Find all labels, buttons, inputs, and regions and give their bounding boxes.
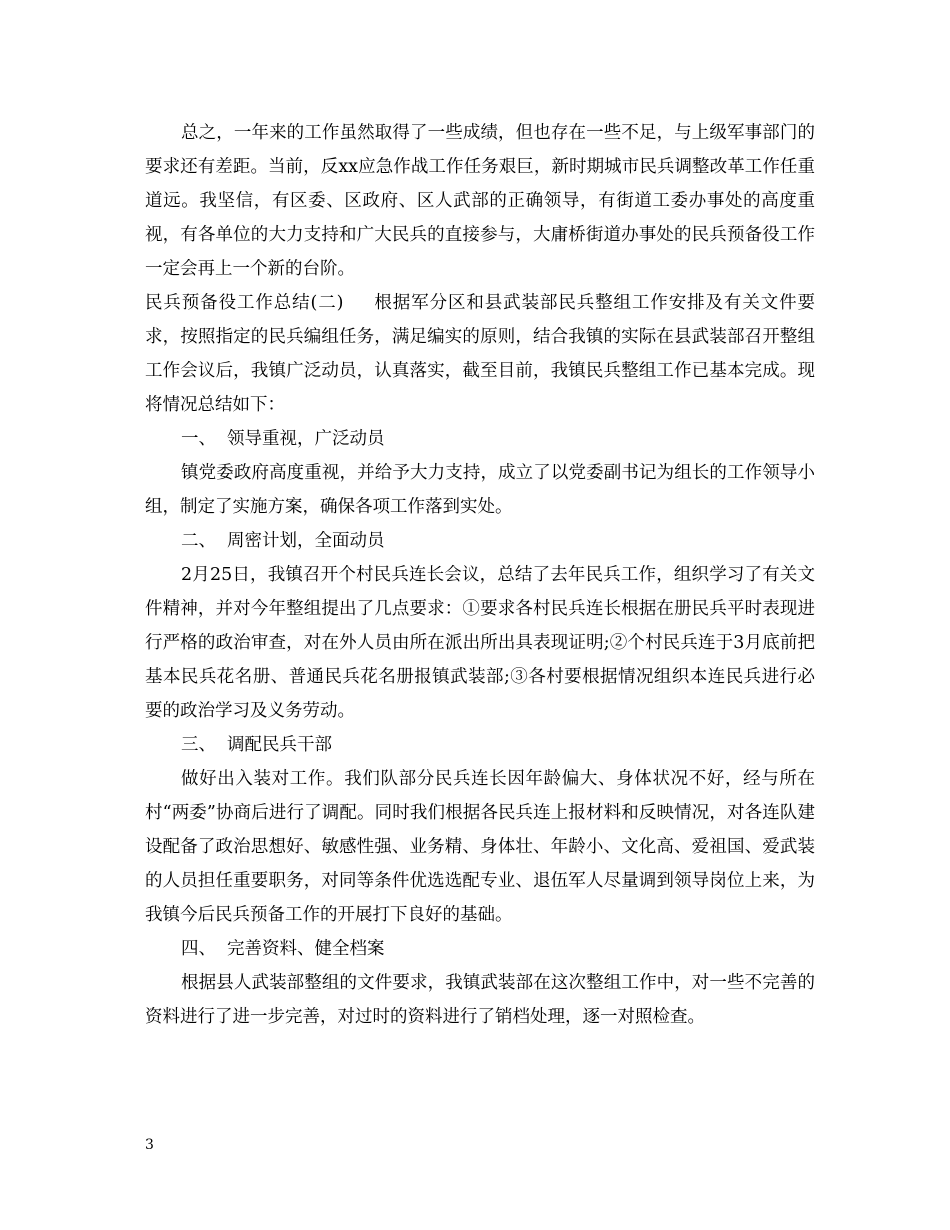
paragraph-archives: 根据县人武装部整组的文件要求，我镇武装部在这次整组工作中，对一些不完善的资料进行了进一步完善，对过时的资料进行了销档处理，逐一对照检查。 — [145, 973, 815, 1027]
page-number: 3 — [145, 1137, 154, 1153]
paragraph-cadre: 做好出入装对工作。我们队部分民兵连长因年龄偏大、身体状况不好，经与所在村“两委”协商后进行了调配。同时我们根据各民兵连上报材料和反映情况，对各连队建设配备了政治思想好、敏感性强、业务精、身体壮、年龄小、文化高、爱祖国、爱武装的人员担任重要职务，对同等条件优选选配专业、退伍军人尽量调到领导岗位上来，为我镇今后民兵预备工作的开展打下良好的基础。 — [145, 769, 815, 925]
heading-number: 三、 — [181, 735, 216, 755]
paragraph-leadership: 镇党委政府高度重视，并给予大力支持，成立了以党委副书记为组长的工作领导小组，制定了实施方案，确保各项工作落到实处。 — [145, 463, 815, 517]
heading-number: 一、 — [181, 429, 216, 449]
heading-number: 四、 — [181, 939, 216, 959]
paragraph-intro: 根据军分区和县武装部民兵整组工作安排及有关文件要求，按照指定的民兵编组任务，满足编实的原则，结合我镇的实际在县武装部召开整组工作会议后，我镇广泛动员，认真落实，截至目前，我镇民兵整组工作已基本完成。现将情况总结如下： — [145, 293, 816, 415]
heading-two — [145, 524, 815, 558]
heading-text: 周密计划，全面动员 — [227, 531, 385, 551]
heading-number: 二、 — [181, 531, 216, 551]
heading-one — [145, 422, 815, 456]
paragraph-summary-two — [145, 286, 815, 422]
heading-three — [145, 728, 815, 762]
paragraph-meeting: 2月25日，我镇召开个村民兵连长会议，总结了去年民兵工作，组织学习了有关文件精神，并对今年整组提出了几点要求：①要求各村民兵连长根据在册民兵平时表现进行严格的政治审查，对在外人员由所在派出所出具表现证明;②个村民兵连于3月底前把基本民兵花名册、普通民兵花名册报镇武装部;③各村要根据情况组织本连民兵进行必要的政治学习及义务劳动。 — [145, 565, 815, 721]
heading-text: 领导重视，广泛动员 — [227, 429, 385, 449]
document-body — [145, 116, 815, 1034]
paragraph-conclusion: 总之，一年来的工作虽然取得了一些成绩，但也存在一些不足，与上级军事部门的要求还有差距。当前，反xx应急作战工作任务艰巨，新时期城市民兵调整改革工作任重道远。我坚信，有区委、区政府、区人武部的正确领导，有街道工委办事处的高度重视，有各单位的大力支持和广大民兵的直接参与，大庸桥街道办事处的民兵预备役工作一定会再上一个新的台阶。 — [145, 123, 815, 279]
heading-text: 完善资料、健全档案 — [227, 939, 385, 959]
section-title: 民兵预备役工作总结(二) — [145, 293, 344, 313]
heading-text: 调配民兵干部 — [227, 735, 332, 755]
heading-four — [145, 932, 815, 966]
